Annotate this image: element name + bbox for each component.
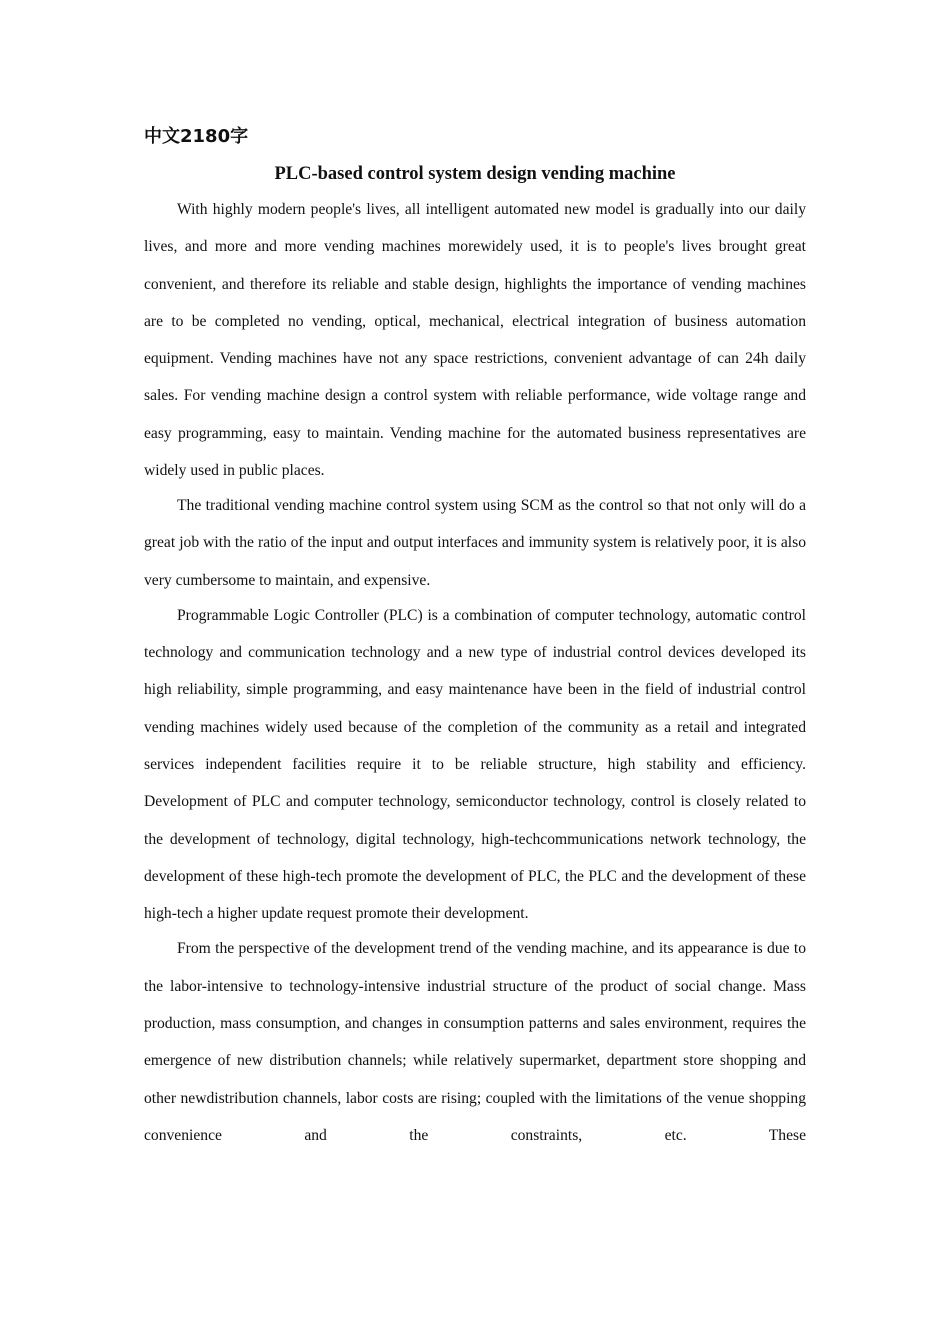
paragraph: The traditional vending machine control system using SCM as the control so that not only will do a great job with the ratio of the input and output interfaces and immunity system is relatively poor, it is also very cumbersome to maintain, and expensive.: [144, 497, 806, 589]
paragraph: Programmable Logic Controller (PLC) is a combination of computer technology, automatic control technology and communication technology and a new type of industrial control devices developed its high reliability, simple programming, and easy maintenance have been in the field of industrial control vending machines widely used because of the completion of the community as a retail and integrated services independent facilities require it to be reliable structure, high stability and efficiency. Development of PLC and computer technology, semiconductor technology, control is closely related to the development of technology, digital technology, high-techcommunications network technology, the development of these high-tech promote the development of PLC, the PLC and the development of these high-tech a higher update request promote their development.: [144, 606, 806, 923]
word-count-label: 中文2180字: [144, 126, 249, 147]
document-body: [144, 191, 806, 1154]
paragraph: From the perspective of the development trend of the vending machine, and its appearance is due to the labor-intensive to technology-intensive industrial structure of the product of social change. Mass production, mass consumption, and changes in consumption patterns and sales environment, requires the emergence of new distribution channels; while relatively supermarket, department store shopping and other newdistribution channels, labor costs are rising; coupled with the limitations of the venue shopping convenience and the constraints, etc. These: [144, 940, 806, 1144]
document-title: PLC-based control system design vending machine: [274, 164, 676, 184]
paragraph: With highly modern people's lives, all intelligent automated new model is gradually into our daily lives, and more and more vending machines morewidely used, it is to people's lives brought great convenient, and therefore its reliable and stable design, highlights the importance of vending machines are to be completed no vending, optical, mechanical, electrical integration of business automation equipment. Vending machines have not any space restrictions, convenient advantage of can 24h daily sales. For vending machine design a control system with reliable performance, wide voltage range and easy programming, easy to maintain. Vending machine for the automated business representatives are widely used in public places.: [144, 201, 806, 480]
